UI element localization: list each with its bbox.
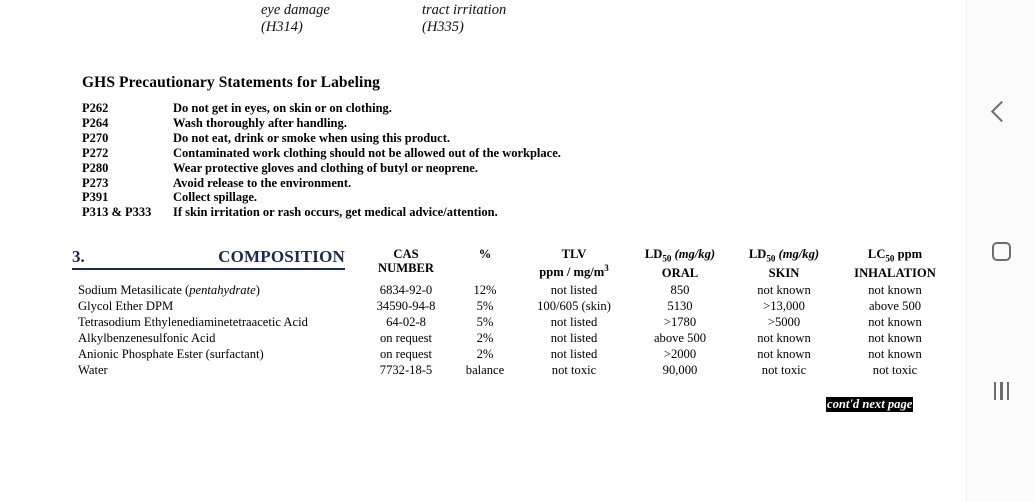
cell-cas-number: on request (379, 330, 433, 345)
cell-ld50-oral: >2000 (663, 346, 697, 361)
android-navigation-bar (966, 0, 1035, 502)
cell-chemical-name (72, 314, 360, 330)
column-header-tlv (518, 247, 630, 282)
table-row (72, 298, 952, 314)
ghs-statement-code: P272 (82, 145, 109, 160)
composition-table-body (72, 282, 952, 378)
cell-cas-number: 6834-92-0 (379, 282, 433, 297)
cell-ld50-skin: not toxic (761, 362, 807, 377)
hazard-fragment-line: eye damage (261, 1, 330, 18)
ghs-statement-text: Wash thoroughly after handling. (173, 115, 347, 130)
column-header-chemical (72, 247, 360, 282)
ghs-statement-code: P391 (82, 190, 109, 205)
table-row (72, 346, 952, 362)
hazard-fragment-column-1 (261, 0, 336, 37)
ghs-statement-row (82, 205, 782, 220)
recent-apps-button[interactable] (967, 362, 1035, 420)
header-line: TLV (561, 247, 587, 261)
header-line: NUMBER (378, 261, 434, 276)
cell-lc50-inhalation: not known (868, 314, 922, 329)
ghs-statement-row (82, 116, 782, 131)
cell-percent: balance (465, 362, 505, 377)
cell-cas-number: on request (379, 346, 433, 361)
column-header-percent (452, 247, 518, 282)
cell-lc50-inhalation: not known (868, 330, 922, 345)
home-button[interactable] (967, 222, 1035, 280)
chemical-name-tail: ) (255, 282, 260, 297)
column-header-ld50-skin (730, 247, 838, 282)
chemical-name-plain: Anionic Phosphate Ester (surfactant) (78, 346, 264, 361)
table-row (72, 282, 952, 298)
header-line: ORAL (661, 265, 699, 280)
ghs-statement-list (82, 101, 782, 220)
chemical-name-plain: Alkylbenzenesulfonic Acid (78, 330, 216, 345)
header-line: CAS (393, 247, 419, 261)
header-line: INHALATION (854, 265, 936, 280)
cell-tlv: not toxic (551, 362, 597, 377)
cell-lc50-inhalation: not toxic (872, 362, 918, 377)
ghs-statement-text: If skin irritation or rash occurs, get medical advice/attention. (173, 205, 498, 220)
table-header-row (72, 247, 952, 282)
cell-ld50-skin: >13,000 (763, 298, 805, 313)
chemical-name-italic: pentahydrate (189, 282, 256, 297)
cell-percent: 5% (476, 298, 494, 313)
cell-lc50-inhalation: above 500 (868, 298, 922, 313)
cell-chemical-name (72, 298, 360, 314)
cell-ld50-oral: >1780 (663, 314, 697, 329)
ghs-statement-row (82, 101, 782, 116)
ghs-precautionary-block (82, 74, 782, 220)
cell-ld50-skin: not known (757, 282, 811, 297)
page-title: COMPOSITION (218, 247, 345, 266)
ghs-statement-code: P313 & P333 (82, 205, 152, 220)
cell-tlv: not listed (550, 282, 598, 297)
ghs-statement-row (82, 176, 782, 191)
hazard-fragment-line: (H335) (422, 19, 464, 35)
cell-percent: 2% (476, 330, 494, 345)
ghs-statement-code: P264 (82, 115, 109, 130)
column-header-lc50-inhalation (838, 247, 952, 282)
cell-lc50-inhalation: not known (868, 282, 922, 297)
table-row (72, 330, 952, 346)
cell-percent: 2% (476, 346, 494, 361)
chemical-name-plain: Tetrasodium Ethylenediaminetetraacetic Acid (78, 314, 308, 329)
cell-chemical-name (72, 346, 360, 362)
cell-tlv: not listed (550, 346, 598, 361)
chevron-left-icon (991, 100, 1012, 121)
ghs-statement-text: Wear protective gloves and clothing of butyl or neoprene. (173, 160, 478, 175)
column-header-ld50-oral (630, 247, 730, 282)
ghs-statement-code: P273 (82, 175, 109, 190)
cell-tlv: not listed (550, 314, 598, 329)
cell-chemical-name (72, 282, 360, 298)
back-button[interactable] (967, 82, 1035, 140)
cell-chemical-name (72, 362, 360, 378)
ghs-statement-row (82, 131, 782, 146)
section-number: 3. (72, 247, 85, 266)
cell-ld50-skin: not known (757, 346, 811, 361)
ghs-statement-code: P262 (82, 101, 109, 115)
ghs-statement-code: P270 (82, 130, 109, 145)
ghs-statement-text: Collect spillage. (173, 190, 258, 205)
ghs-statement-text: Do not eat, drink or smoke when using this product. (173, 130, 451, 145)
header-line: $LC_{50}$ ppm (867, 247, 923, 264)
ghs-statement-text: Contaminated work clothing should not be allowed out of the workplace. (173, 145, 561, 160)
ghs-statement-text: Avoid release to the environment. (173, 175, 352, 190)
chemical-name-plain: Water (78, 362, 108, 377)
cell-ld50-skin: not known (757, 330, 811, 345)
cell-ld50-oral: 5130 (667, 298, 693, 313)
cell-percent: 12% (473, 282, 497, 297)
header-line: $LD_{50}$ (mg/kg) (748, 247, 820, 264)
cell-chemical-name (72, 330, 360, 346)
recent-apps-icon (994, 382, 1009, 400)
cell-cas-number: 34590-94-8 (376, 298, 436, 313)
ghs-statement-row (82, 161, 782, 176)
cell-tlv: 100/605 (skin) (537, 298, 611, 313)
cell-ld50-skin: >5000 (767, 314, 801, 329)
cell-ld50-oral: 90,000 (662, 362, 698, 377)
cell-ld50-oral: 850 (670, 282, 690, 297)
header-line: $LD_{50}$ (mg/kg) (644, 247, 716, 264)
ghs-statement-code: P280 (82, 160, 109, 175)
cell-percent: 5% (476, 314, 494, 329)
hazard-fragment-line: (H314) (261, 19, 303, 35)
chemical-name-plain: Sodium Metasilicate ( (78, 282, 190, 297)
composition-table (72, 247, 952, 378)
chemical-name-plain: Glycol Ether DPM (78, 298, 174, 313)
cell-lc50-inhalation: not known (868, 346, 922, 361)
ghs-statement-row (82, 146, 782, 161)
hazard-fragment-column-2 (422, 0, 506, 37)
ghs-statement-text: Do not get in eyes, on skin or on clothing. (173, 101, 392, 115)
table-row (72, 362, 952, 378)
header-line: % (478, 247, 492, 261)
cell-cas-number: 7732-18-5 (379, 362, 433, 377)
ghs-statement-row (82, 190, 782, 205)
ghs-section-heading: GHS Precautionary Statements for Labeling (82, 74, 381, 91)
cell-tlv: not listed (550, 330, 598, 345)
cell-cas-number: 64-02-8 (386, 314, 426, 329)
column-header-cas-number (360, 247, 452, 282)
hazard-fragment-line: tract irritation (422, 1, 507, 18)
table-row (72, 314, 952, 330)
contd-next-page-marker: cont'd next page (827, 397, 913, 411)
cell-ld50-oral: above 500 (653, 330, 707, 345)
header-line: ppm / $mg/m^3$ (539, 263, 609, 280)
home-square-icon (992, 242, 1011, 261)
header-line: SKIN (768, 265, 800, 280)
